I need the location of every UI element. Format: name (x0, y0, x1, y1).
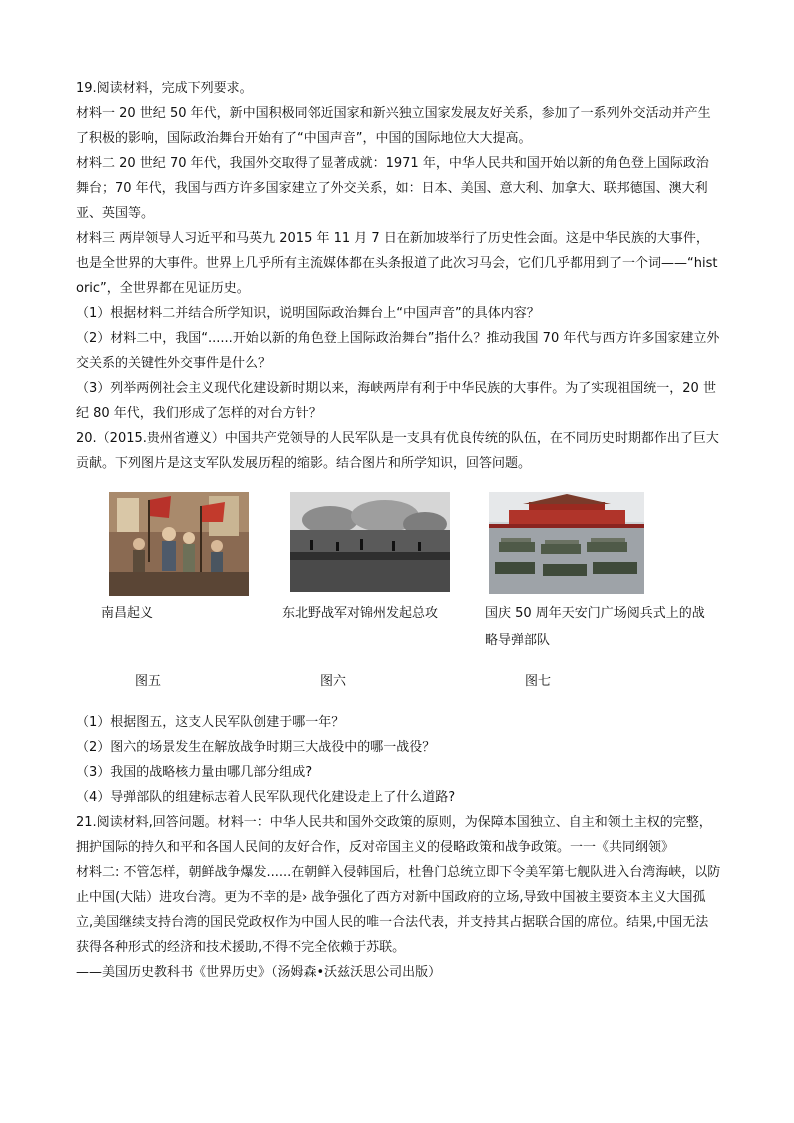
jinzhou-offensive-image (290, 492, 450, 592)
nanchang-uprising-image (109, 492, 249, 596)
figure-5-label: 图五 (135, 674, 162, 689)
q20-intro: 20.（2015.贵州省遵义）中国共产党领导的人民军队是一支具有优良传统的队伍，在不同历史时期都作出了巨大贡献。下列图片是这支军队发展历程的缩影。结合图片和所学知识，回答问题。 (76, 431, 719, 471)
figure-7-caption: 国庆 50 周年天安门广场阅兵式上的战略导弹部队 (485, 606, 705, 648)
figure-6-label: 图六 (320, 674, 347, 689)
figure-5-caption: 南昌起义 (101, 606, 154, 621)
figure-row (76, 484, 721, 704)
q20-question-2: （2）图六的场景发生在解放战争时期三大战役中的哪一战役？ (76, 740, 436, 755)
q19-material-1: 材料一 20 世纪 50 年代，新中国积极同邻近国家和新兴独立国家发展友好关系，参加了一系列外交活动并产生了积极的影响，国际政治舞台开始有了“中国声音”，中国的国际地位大大提高。 (76, 106, 711, 146)
q21-intro: 21.阅读材料,回答问题。材料一：中华人民共和国外交政策的原则，为保障本国独立、自主和领土主权的完整，拥护国际的持久和平和各国人民间的友好合作，反对帝国主义的侵略政策和战争政策。一一《共同纲领》 (76, 815, 712, 855)
q21-source: ——美国历史教科书《世界历史》（汤姆森•沃兹沃思公司出版） (76, 965, 442, 980)
figure-6 (290, 492, 450, 592)
q19-material-3: 材料三 两岸领导人习近平和马英九 2015 年 11 月 7 日在新加坡举行了历史性会面。这是中华民族的大事件，也是全世界的大事件。世界上几乎所有主流媒体都在头条报道了此次习马会，它们几乎都用到了一个词——“historic”，全世界都在见证历史。 (76, 231, 718, 296)
figure-5 (109, 492, 249, 596)
q21-material-2: 材料二: 不管怎样，朝鲜战争爆发......在朝鲜入侵韩国后，杜鲁门总统立即下令美军第七舰队进入台湾海峡，以防止中国(大陆）进攻台湾。更为不幸的是› 战争强化了西方对新中国政府的立场,导致中国被主要资本主义大国孤立,美国继续支持台湾的国民党政权作为中国人民的唯一合法代表，并支持其占据联合国的席位。结果,中国无法获得各种形式的经济和技术援助,不得不完全依赖于苏联。 (76, 865, 721, 955)
figure-7-label: 图七 (525, 674, 552, 689)
q20-question-4: （4）导弹部队的组建标志着人民军队现代化建设走上了什么道路? (76, 790, 456, 805)
q19-intro: 19.阅读材料，完成下列要求。 (76, 81, 253, 96)
missile-parade-image (489, 492, 644, 594)
document-page (76, 76, 721, 985)
q20-question-1: （1）根据图五，这支人民军队创建于哪一年？ (76, 715, 345, 730)
q19-question-3: （3）列举两例社会主义现代化建设新时期以来，海峡两岸有利于中华民族的大事件。为了实现祖国统一，20 世纪 80 年代，我们形成了怎样的对台方针？ (76, 381, 716, 421)
q19-question-1: （1）根据材料二并结合所学知识，说明国际政治舞台上“中国声音”的具体内容？ (76, 306, 540, 321)
q20-questions (76, 710, 721, 810)
q19-material-2: 材料二 20 世纪 70 年代，我国外交取得了显著成就：1971 年，中华人民共和国开始以新的角色登上国际政治舞台；70 年代，我国与西方许多国家建立了外交关系，如：日本、美国、意大利、加拿大、联邦德国、澳大利亚、英国等。 (76, 156, 709, 221)
figure-7 (489, 492, 644, 594)
figure-6-caption: 东北野战军对锦州发起总攻 (282, 606, 439, 621)
q19-question-2: （2）材料二中，我国“......开始以新的角色登上国际政治舞台”指什么？推动我国 70 年代与西方许多国家建立外交关系的关键性外交事件是什么？ (76, 331, 720, 371)
q20-question-3: （3）我国的战略核力量由哪几部分组成? (76, 765, 313, 780)
